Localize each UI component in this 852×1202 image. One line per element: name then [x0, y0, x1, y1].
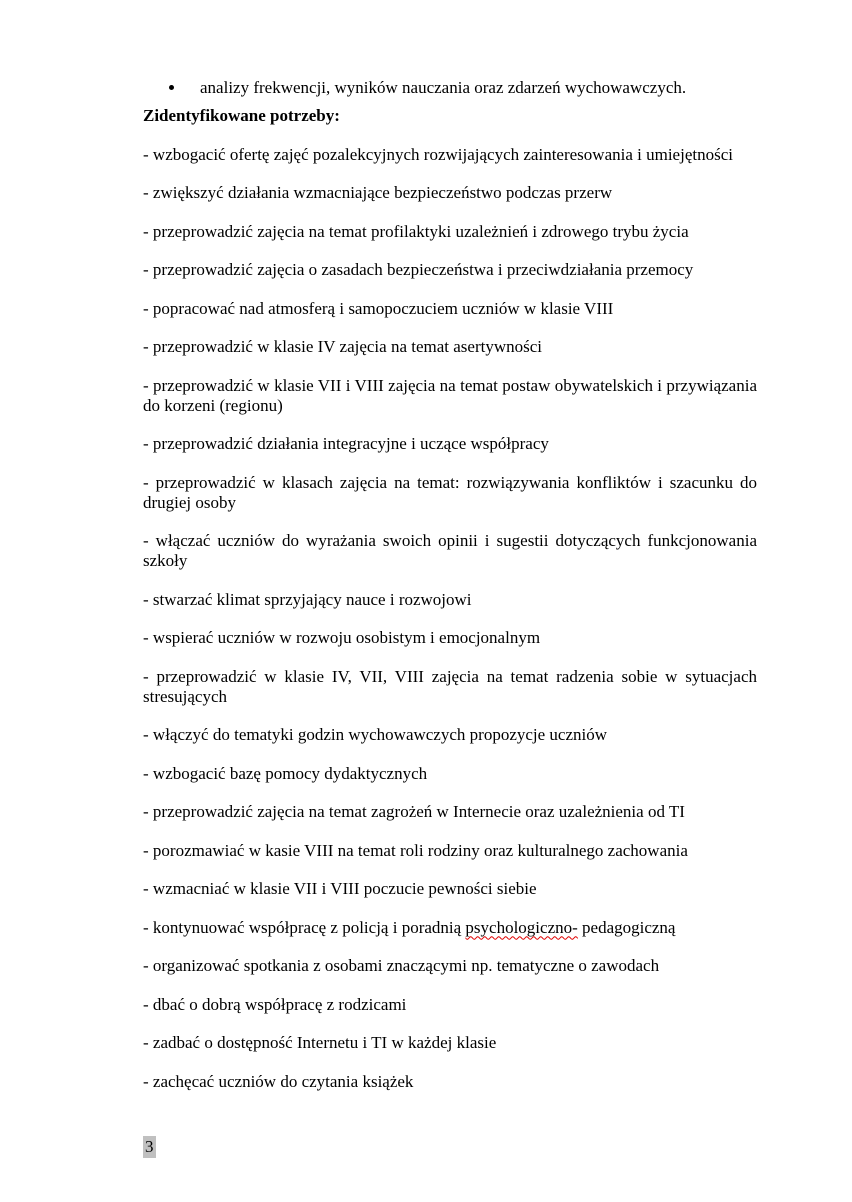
list-item: - przeprowadzić w klasach zajęcia na temat: rozwiązywania konfliktów i szacunku do drugiej osoby: [143, 472, 757, 512]
section-heading: Zidentyfikowane potrzeby:: [143, 106, 340, 125]
page-footer: [143, 1136, 156, 1158]
list-item: - przeprowadzić zajęcia na temat profilaktyki uzależnień i zdrowego trybu życia: [143, 221, 689, 241]
list-item: - zadbać o dostępność Internetu i TI w każdej klasie: [143, 1033, 497, 1052]
list-item: - organizować spotkania z osobami znaczącymi np. tematyczne o zawodach: [143, 956, 660, 975]
list-item-text: pedagogiczną: [577, 917, 676, 937]
bullet-item-text: analizy frekwencji, wyników nauczania oraz zdarzeń wychowawczych.: [200, 78, 687, 97]
spellcheck-flagged-word: psychologiczno-: [465, 917, 578, 937]
list-item: - przeprowadzić w klasie IV, VII, VIII zajęcia na temat radzenia sobie w sytuacjach stresujących: [143, 666, 757, 706]
list-item: - przeprowadzić działania integracyjne i uczące współpracy: [143, 434, 549, 453]
list-item: - przeprowadzić zajęcia na temat zagrożeń w Internecie oraz uzależnienia od TI: [143, 802, 685, 821]
bullet-list-item: [143, 78, 757, 98]
list-item: - włączać uczniów do wyrażania swoich opinii i sugestii dotyczących funkcjonowania szkoły: [143, 531, 757, 570]
list-item: - wzbogacić bazę pomocy dydaktycznych: [143, 763, 428, 783]
bullet-icon: [169, 85, 174, 90]
list-item: - wzbogacić ofertę zajęć pozalekcyjnych rozwijających zainteresowania i umiejętności: [143, 144, 733, 164]
page-content: [143, 78, 757, 1110]
page-number: 3: [145, 1137, 154, 1156]
list-item: - stwarzać klimat sprzyjający nauce i rozwojowi: [143, 589, 472, 609]
list-item: - wzmacniać w klasie VII i VIII poczucie pewności siebie: [143, 879, 537, 898]
list-item: - zachęcać uczniów do czytania książek: [143, 1071, 414, 1091]
list-item-text: - kontynuować współpracę z policją i poradnią: [143, 917, 466, 937]
list-item: - popracować nad atmosferą i samopoczuciem uczniów w klasie VIII: [143, 298, 614, 318]
list-item: - przeprowadzić w klasie IV zajęcia na temat asertywności: [143, 337, 543, 356]
list-item: - zwiększyć działania wzmacniające bezpieczeństwo podczas przerw: [143, 183, 613, 202]
list-item: [143, 918, 757, 938]
list-item: - wspierać uczniów w rozwoju osobistym i emocjonalnym: [143, 628, 541, 647]
list-item: - przeprowadzić w klasie VII i VIII zajęcia na temat postaw obywatelskich i przywiązania do korzeni (regionu): [143, 375, 757, 415]
list-item: - porozmawiać w kasie VIII na temat roli rodziny oraz kulturalnego zachowania: [143, 840, 688, 860]
list-item: - dbać o dobrą współpracę z rodzicami: [143, 994, 407, 1014]
list-item: - przeprowadzić zajęcia o zasadach bezpieczeństwa i przeciwdziałania przemocy: [143, 260, 694, 279]
list-item: - włączyć do tematyki godzin wychowawczych propozycje uczniów: [143, 725, 608, 744]
